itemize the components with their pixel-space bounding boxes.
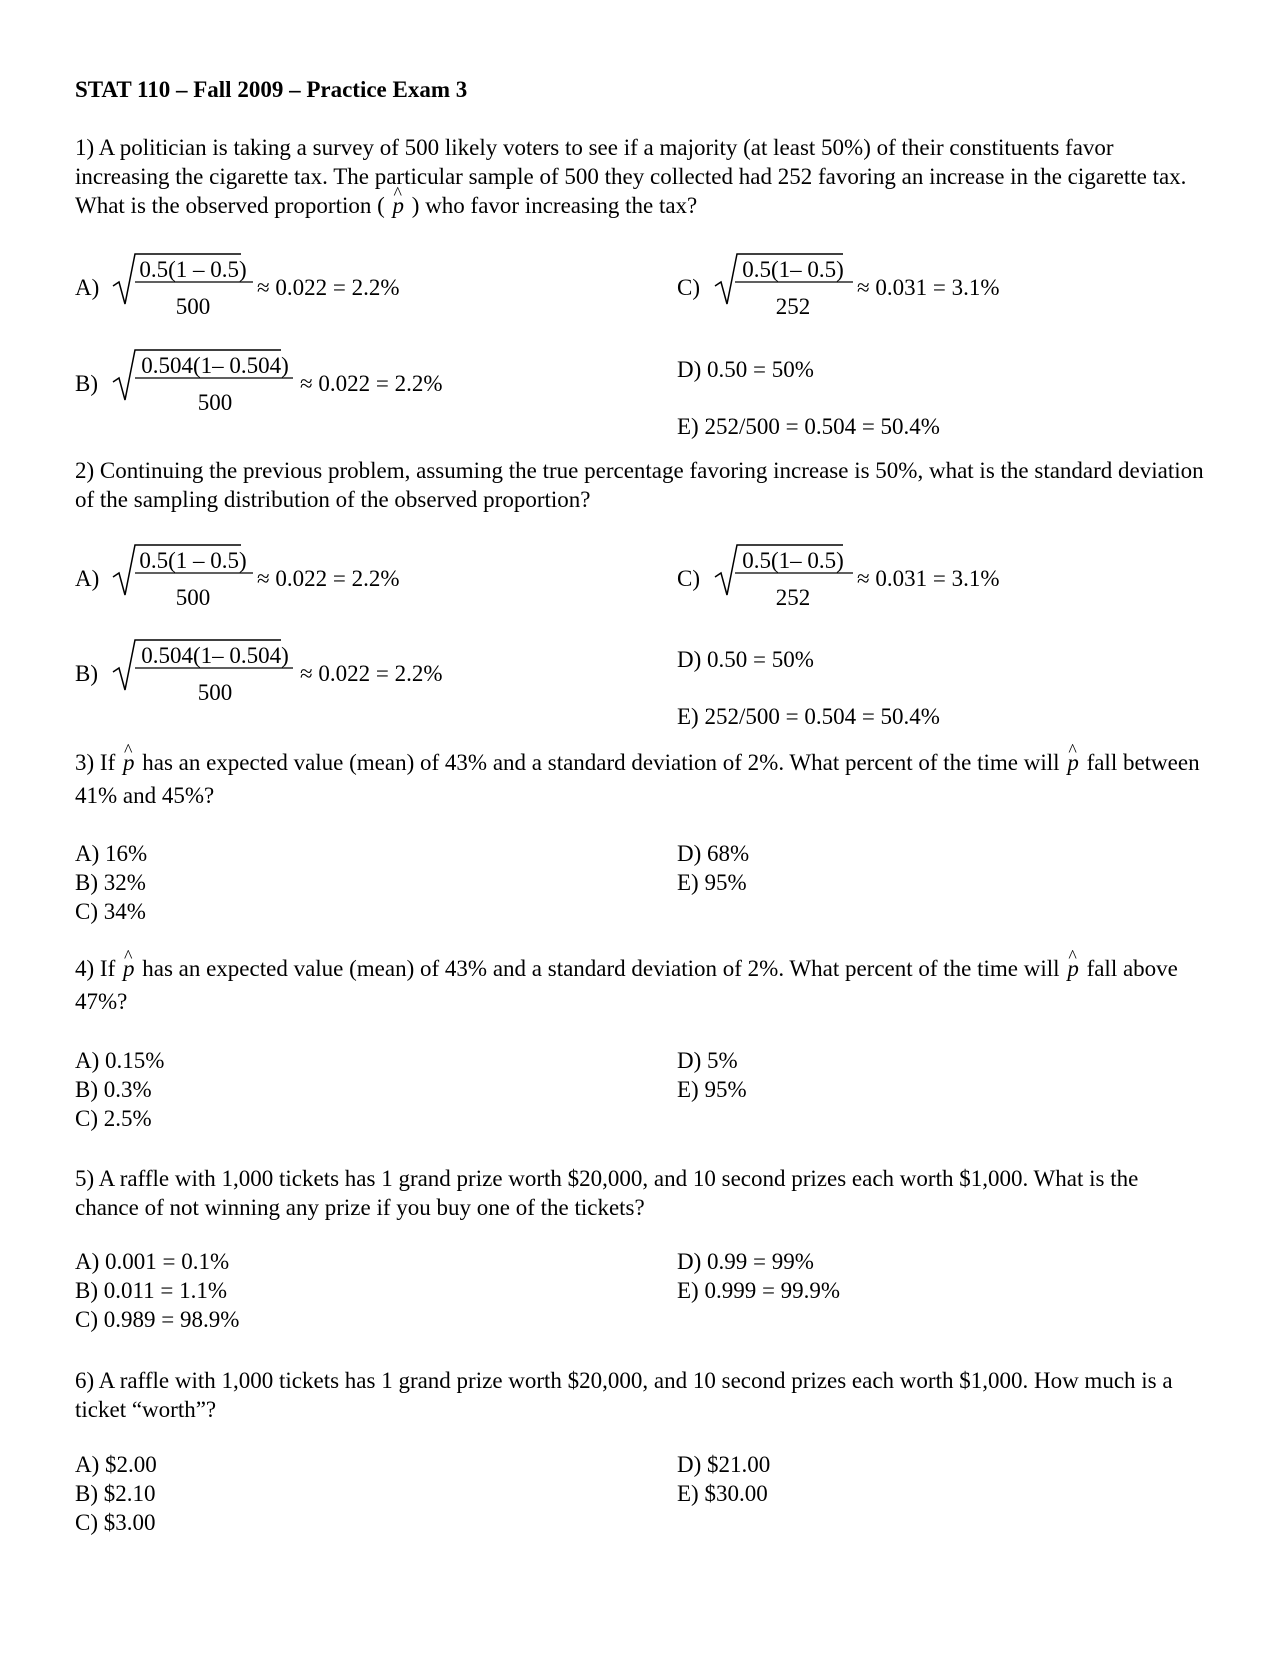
q5-option-e: E) 0.999 = 99.9%	[677, 1278, 841, 1303]
p-hat-symbol: ^ p	[121, 952, 137, 985]
option-label: B)	[75, 371, 98, 396]
q1-option-d: D) 0.50 = 50%	[677, 357, 814, 382]
q5-options-right	[677, 1247, 840, 1305]
q3-option-c: C) 34%	[75, 899, 146, 924]
q5-option-c: C) 0.989 = 98.9%	[75, 1307, 240, 1332]
fraction-numerator: 0.5(1 – 0.5)	[139, 548, 247, 573]
question-3-text: 3) If	[75, 750, 121, 775]
q6-option-a: A) $2.00	[75, 1452, 157, 1477]
option-label: B)	[75, 661, 98, 686]
option-result: ≈ 0.022 = 2.2%	[257, 275, 400, 300]
q6-option-e: E) $30.00	[677, 1481, 768, 1506]
q4-options-left	[75, 1046, 164, 1133]
question-6: 6) A raffle with 1,000 tickets has 1 grand prize worth $20,000, and 10 second prizes each worth $1,000. How much is a ticket “worth”?	[75, 1368, 1173, 1422]
fraction-denominator: 500	[197, 389, 233, 415]
q2-option-d: D) 0.50 = 50%	[677, 647, 814, 672]
option-result: ≈ 0.031 = 3.1%	[857, 275, 1000, 300]
q5-option-b: B) 0.011 = 1.1%	[75, 1278, 228, 1303]
fraction-denominator: 500	[197, 679, 233, 705]
fraction-denominator: 500	[175, 293, 211, 319]
q4-option-c: C) 2.5%	[75, 1106, 152, 1131]
q2-option-e: E) 252/500 = 0.504 = 50.4%	[677, 704, 940, 729]
p-hat-symbol: ^ p	[121, 746, 137, 779]
question-5: 5) A raffle with 1,000 tickets has 1 grand prize worth $20,000, and 10 second prizes each worth $1,000. What is the chance of not winning any prize if you buy one of the tickets?	[75, 1166, 1139, 1220]
question-3-text-end: fall between 41% and 45%?	[75, 750, 1200, 808]
question-3	[75, 746, 1205, 812]
q3-option-b: B) 32%	[75, 870, 146, 895]
question-4	[75, 952, 1205, 1018]
option-label: A)	[75, 566, 100, 591]
question-4-text-mid: has an expected value (mean) of 43% and a standard deviation of 2%. What percent of the time will	[142, 956, 1066, 981]
p-hat-symbol: ^ p	[391, 191, 407, 220]
q5-options-left	[75, 1247, 239, 1334]
p-hat-symbol: ^ p	[1065, 952, 1081, 985]
question-1-text: 1) A politician is taking a survey of 500 likely voters to see if a majority (at least 50%) of their constituents favor increasing the cigarette tax. The particular sample of 500 they collected had 252 favoring an increase in the cigarette tax. What is the observed proportion (	[75, 135, 1187, 218]
question-1	[75, 133, 1205, 220]
fraction-numerator: 0.504(1– 0.504)	[141, 353, 289, 378]
option-result: ≈ 0.022 = 2.2%	[300, 371, 443, 396]
fraction-denominator: 500	[175, 584, 211, 610]
q6-option-c: C) $3.00	[75, 1510, 156, 1535]
q6-options-left	[75, 1450, 157, 1537]
q4-option-b: B) 0.3%	[75, 1077, 152, 1102]
q4-options-right	[677, 1046, 747, 1104]
q3-options-right	[677, 839, 749, 897]
option-result: ≈ 0.022 = 2.2%	[257, 566, 400, 591]
q4-option-d: D) 5%	[677, 1048, 738, 1073]
question-3-text-mid: has an expected value (mean) of 43% and a standard deviation of 2%. What percent of the time will	[142, 750, 1066, 775]
q5-option-d: D) 0.99 = 99%	[677, 1249, 814, 1274]
question-4-text: 4) If	[75, 956, 121, 981]
option-result: ≈ 0.022 = 2.2%	[300, 661, 443, 686]
fraction-numerator: 0.5(1 – 0.5)	[139, 257, 247, 282]
q6-option-d: D) $21.00	[677, 1452, 771, 1477]
q3-options-left	[75, 839, 147, 926]
q3-option-d: D) 68%	[677, 841, 750, 866]
option-label: C)	[677, 566, 700, 591]
fraction-denominator: 252	[775, 293, 811, 319]
question-4-text-end: fall above 47%?	[75, 956, 1178, 1014]
option-label: C)	[677, 275, 700, 300]
question-2: 2) Continuing the previous problem, assuming the true percentage favoring increase is 50%, what is the standard deviation of the sampling distribution of the observed proportion?	[75, 458, 1204, 512]
q3-option-a: A) 16%	[75, 841, 148, 866]
option-result: ≈ 0.031 = 3.1%	[857, 566, 1000, 591]
exam-title: STAT 110 – Fall 2009 – Practice Exam 3	[75, 77, 468, 102]
q1-option-e: E) 252/500 = 0.504 = 50.4%	[677, 414, 940, 439]
q4-option-e: E) 95%	[677, 1077, 747, 1102]
question-1-text-end: ) who favor increasing the tax?	[411, 193, 698, 218]
option-label: A)	[75, 275, 100, 300]
q6-option-b: B) $2.10	[75, 1481, 156, 1506]
fraction-numerator: 0.5(1– 0.5)	[742, 257, 844, 282]
fraction-numerator: 0.5(1– 0.5)	[742, 548, 844, 573]
q5-option-a: A) 0.001 = 0.1%	[75, 1249, 230, 1274]
q6-options-right	[677, 1450, 770, 1508]
fraction-denominator: 252	[775, 584, 811, 610]
q4-option-a: A) 0.15%	[75, 1048, 165, 1073]
p-hat-symbol: ^ p	[1065, 746, 1081, 779]
fraction-numerator: 0.504(1– 0.504)	[141, 643, 289, 668]
q3-option-e: E) 95%	[677, 870, 747, 895]
